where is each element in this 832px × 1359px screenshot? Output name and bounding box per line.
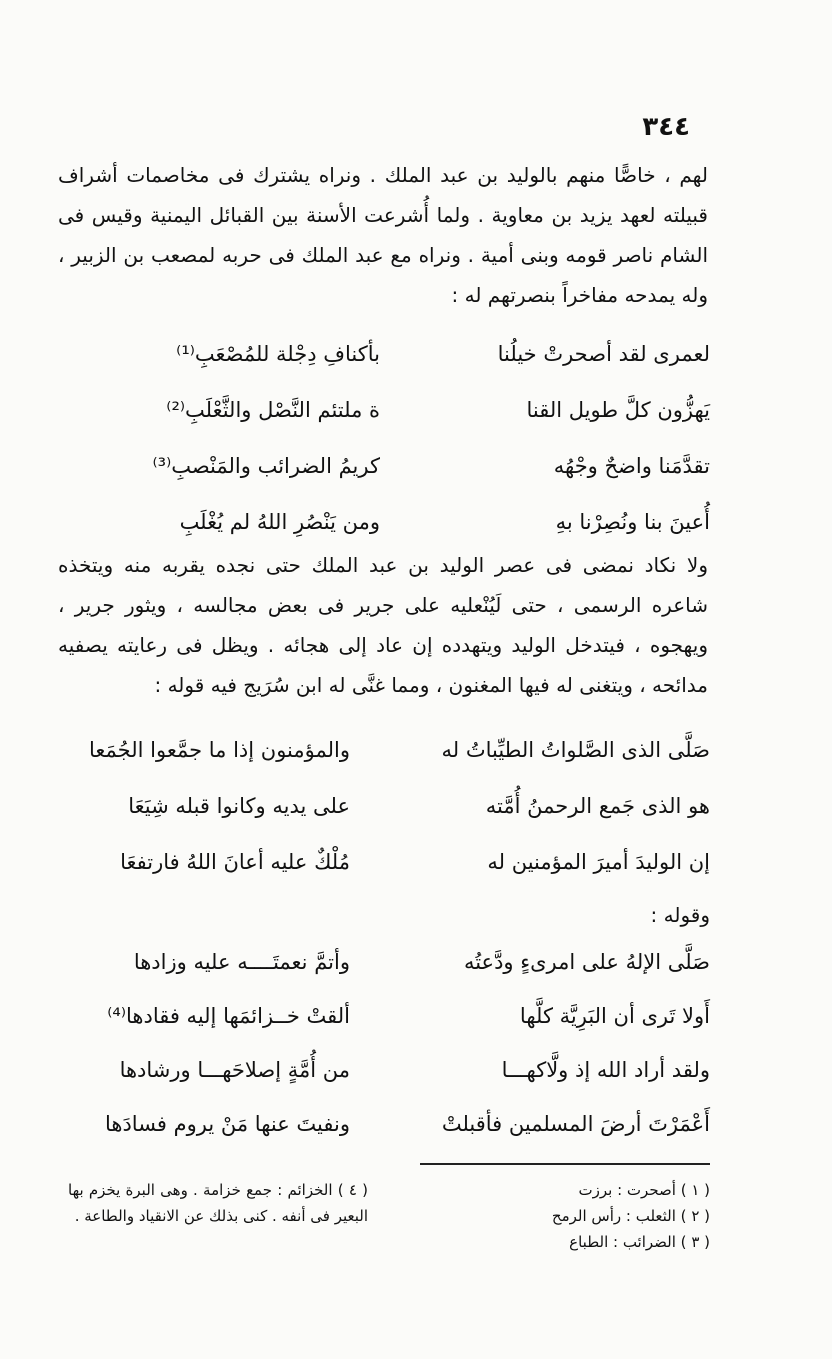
verse-first-hemistich: أُعينَ بنا ونُصِرْنا بهِ [555,510,710,534]
paragraph-1 [58,155,708,315]
footnote-divider [420,1163,710,1165]
verse-second-hemistich: ومن يَنْصُرِ اللهُ لم يُغْلَبِ [179,510,380,534]
verse-second-hemistich: من أُمَّةٍ إصلاحَهـــا ورشادها [119,1058,350,1082]
verse-second-hemistich: والمؤمنون إذا ما جمَّعوا الجُمَعا [89,738,350,762]
verse-second-hemistich: بأكنافِ دِجْلة للمُصْعَبِ⁽¹⁾ [176,342,380,366]
verse-line [60,738,710,794]
poem-3 [60,950,710,1166]
footnote: ( ٤ ) الخزائم : جمع خزامة . وهى البرة يخزم بها البعير فى أنفه . كنى بذلك عن الانقياد والطاعة . [68,1181,369,1225]
verse-second-hemistich: ألقتْ خــزائمَها إليه فقادها⁽⁴⁾ [107,1004,350,1028]
verse-line [60,950,710,1004]
verse-line [60,454,710,510]
verse-first-hemistich: صَلَّى الذى الصَّلواتُ الطيِّباتُ له [441,738,710,762]
verse-second-hemistich: ة ملتئم النَّصْل والثَّعْلَبِ⁽²⁾ [166,398,380,422]
footnotes-left [68,1177,368,1229]
verse-first-hemistich: تقدَّمَنا واضحٌ وجْهُه [553,454,710,478]
verse-first-hemistich: صَلَّى الإلهُ على امرىءٍ ودَّعتُه [463,950,710,974]
paragraph-2 [58,545,708,705]
verse-second-hemistich: مُلْكٌ عليه أعانَ اللهُ فارتفعَا [120,850,350,874]
verse-line [60,794,710,850]
verse-first-hemistich: ولقد أراد الله إذ ولَّاكهـــا [501,1058,710,1082]
verse-line [60,1112,710,1166]
verse-second-hemistich: ونفيتَ عنها مَنْ يروم فسادَها [104,1112,350,1136]
paragraph-1-text: لهم ، خاصًّا منهم بالوليد بن عبد الملك . ونراه يشترك فى مخاصمات أشراف قبيلته لعهد يزيد بن معاوية . ولما أُشرعت الأسنة بين القبائل اليمنية وقيس فى الشام ناصر قومه وبنى أمية . ونراه مع عبد الملك فى حربه لمصعب بن الزبير ، وله يمدحه مفاخراً بنصرتهم له : [58,163,708,307]
footnote: ( ١ ) أصحرت : برزت [578,1181,710,1199]
verse-first-hemistich: أَولا تَرى أن البَرِيَّة كلَّها [519,1004,710,1028]
verse-line [60,398,710,454]
footnote: ( ٣ ) الضرائب : الطباع [569,1233,710,1251]
poem-1 [60,342,710,566]
page-number: ٣٤٤ [642,112,690,142]
verse-first-hemistich: يَهزُّون كلَّ طويل القنا [526,398,710,422]
verse-line [60,1004,710,1058]
verse-line [60,1058,710,1112]
paragraph-2-text: ولا نكاد نمضى فى عصر الوليد بن عبد الملك حتى نجده يقربه منه ويتخذه شاعره الرسمى ، حتى لَيُنْعليه على جرير فى بعض مجالسه ، ويثور جرير ، ويهجوه ، فيتدخل الوليد ويتهدده إن عاد إلى هجائه . ويظل فى رعايته يصفيه مدائحه ، ويتغنى له فيها المغنون ، ومما غنَّى له ابن سُرَيج فيه قوله : [58,553,708,697]
verse-first-hemistich: إن الوليدَ أميرَ المؤمنين له [487,850,710,874]
footnotes-right [470,1177,710,1255]
verse-line [60,850,710,906]
footnote: ( ٢ ) الثعلب : رأس الرمح [551,1207,710,1225]
poem-2 [60,738,710,906]
verse-second-hemistich: على يديه وكانوا قبله شِيَعَا [128,794,350,818]
verse-line [60,342,710,398]
verse-second-hemistich: وأتمَّ نعمتَــــه عليه وزادها [133,950,350,974]
verse-first-hemistich: لعمرى لقد أصحرتْ خيلُنا [497,342,710,366]
poem-3-intro: وقوله : [650,903,710,927]
verse-first-hemistich: أَعْمَرْتَ أرضَ المسلمين فأقبلتْ [441,1112,710,1136]
verse-second-hemistich: كريمُ الضرائب والمَنْصبِ⁽³⁾ [152,454,380,478]
verse-first-hemistich: هو الذى جَمع الرحمنُ أُمَّته [485,794,710,818]
